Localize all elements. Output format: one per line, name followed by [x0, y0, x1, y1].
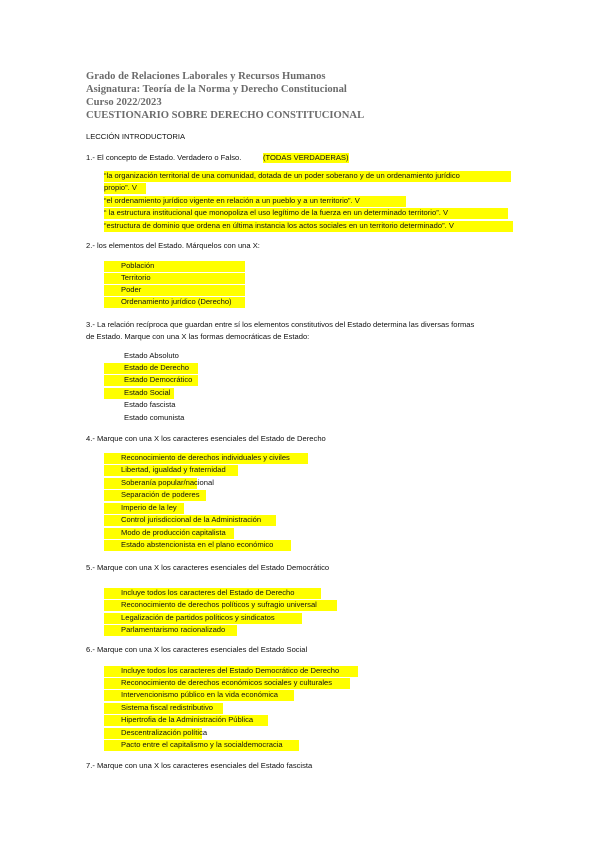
q5-item: Legalización de partidos políticos y sindicatos — [121, 613, 275, 622]
q4-item: Modo de producción capitalista — [121, 528, 226, 537]
q3-item: Estado fascista — [124, 400, 176, 409]
q4-item: Soberanía popular/nacional — [121, 478, 214, 487]
document-header — [86, 70, 364, 122]
question-3-cont: de Estado. Marque con una X las formas democráticas de Estado: — [86, 332, 310, 341]
q3-item: Estado comunista — [124, 413, 185, 422]
question-2: 2.- los elementos del Estado. Márquelos con una X: — [86, 241, 260, 250]
q6-item: Descentralización política — [121, 728, 208, 737]
q3-item: Estado Absoluto — [124, 351, 179, 360]
q4-item: Separación de poderes — [121, 490, 200, 499]
q6-item: Pacto entre el capitalismo y la socialdemocracia — [121, 740, 283, 749]
header-degree: Grado de Relaciones Laborales y Recursos Humanos — [86, 71, 326, 82]
q6-item: Reconocimiento de derechos económicos sociales y culturales — [121, 678, 333, 687]
question-4: 4.- Marque con una X los caracteres esenciales del Estado de Derecho — [86, 434, 326, 443]
q1-item: propio”. V — [104, 183, 137, 192]
question-1: 1.- El concepto de Estado. Verdadero o Falso. — [86, 153, 242, 162]
q3-item: Estado Social — [124, 388, 171, 397]
q6-item: Intervencionismo público en la vida económica — [121, 690, 279, 699]
q6-item: Sistema fiscal redistributivo — [121, 703, 214, 712]
q6-item: Hipertrofia de la Administración Pública — [121, 715, 254, 724]
q2-item: Poder — [121, 285, 142, 294]
section-title: LECCIÓN INTRODUCTORIA — [86, 132, 186, 141]
q5-item: Incluye todos los caracteres del Estado de Derecho — [121, 588, 295, 597]
header-course: Curso 2022/2023 — [86, 97, 162, 108]
q6-item: Incluye todos los caracteres del Estado Democrático de Derecho — [121, 666, 340, 675]
q2-item: Ordenamiento jurídico (Derecho) — [121, 297, 232, 306]
q4-item: Libertad, igualdad y fraternidad — [121, 465, 226, 474]
question-7: 7.- Marque con una X los caracteres esenciales del Estado fascista — [86, 761, 313, 770]
q4-item: Reconocimiento de derechos individuales y civiles — [121, 453, 290, 462]
q3-item: Estado Democrático — [124, 375, 193, 384]
q3-item: Estado de Derecho — [124, 363, 190, 372]
q1-item: “ la estructura institucional que monopoliza el uso legítimo de la fuerza en un determinado territorio”. V — [104, 208, 449, 217]
q5-item: Parlamentarismo racionalizado — [121, 625, 226, 634]
q1-item: “el ordenamiento jurídico vigente en relación a un pueblo y a un territorio”. V — [104, 196, 360, 205]
header-subject: Asignatura: Teoría de la Norma y Derecho Constitucional — [86, 84, 347, 95]
q4-item: Estado abstencionista en el plano económico — [121, 540, 274, 549]
q2-item: Población — [121, 261, 155, 270]
q1-item: “la organización territorial de una comunidad, dotada de un poder soberano y de un ordenamiento jurídico — [104, 171, 460, 180]
question-1-note: (TODAS VERDADERAS) — [263, 153, 349, 162]
q4-item: Control jurisdiccional de la Administración — [121, 515, 262, 524]
q4-item: Imperio de la ley — [121, 503, 177, 512]
question-5: 5.- Marque con una X los caracteres esenciales del Estado Democrático — [86, 563, 330, 572]
question-3: 3.- La relación recíproca que guardan entre sí los elementos constitutivos del Estado determina las diversas formas — [86, 320, 475, 329]
q2-item: Territorio — [121, 273, 151, 282]
q5-item: Reconocimiento de derechos políticos y sufragio universal — [121, 600, 317, 609]
q1-item: “estructura de dominio que ordena en última instancia los actos sociales en un territorio determinado”. V — [104, 221, 454, 230]
header-title: CUESTIONARIO SOBRE DERECHO CONSTITUCIONAL — [86, 110, 365, 121]
question-6: 6.- Marque con una X los caracteres esenciales del Estado Social — [86, 645, 308, 654]
